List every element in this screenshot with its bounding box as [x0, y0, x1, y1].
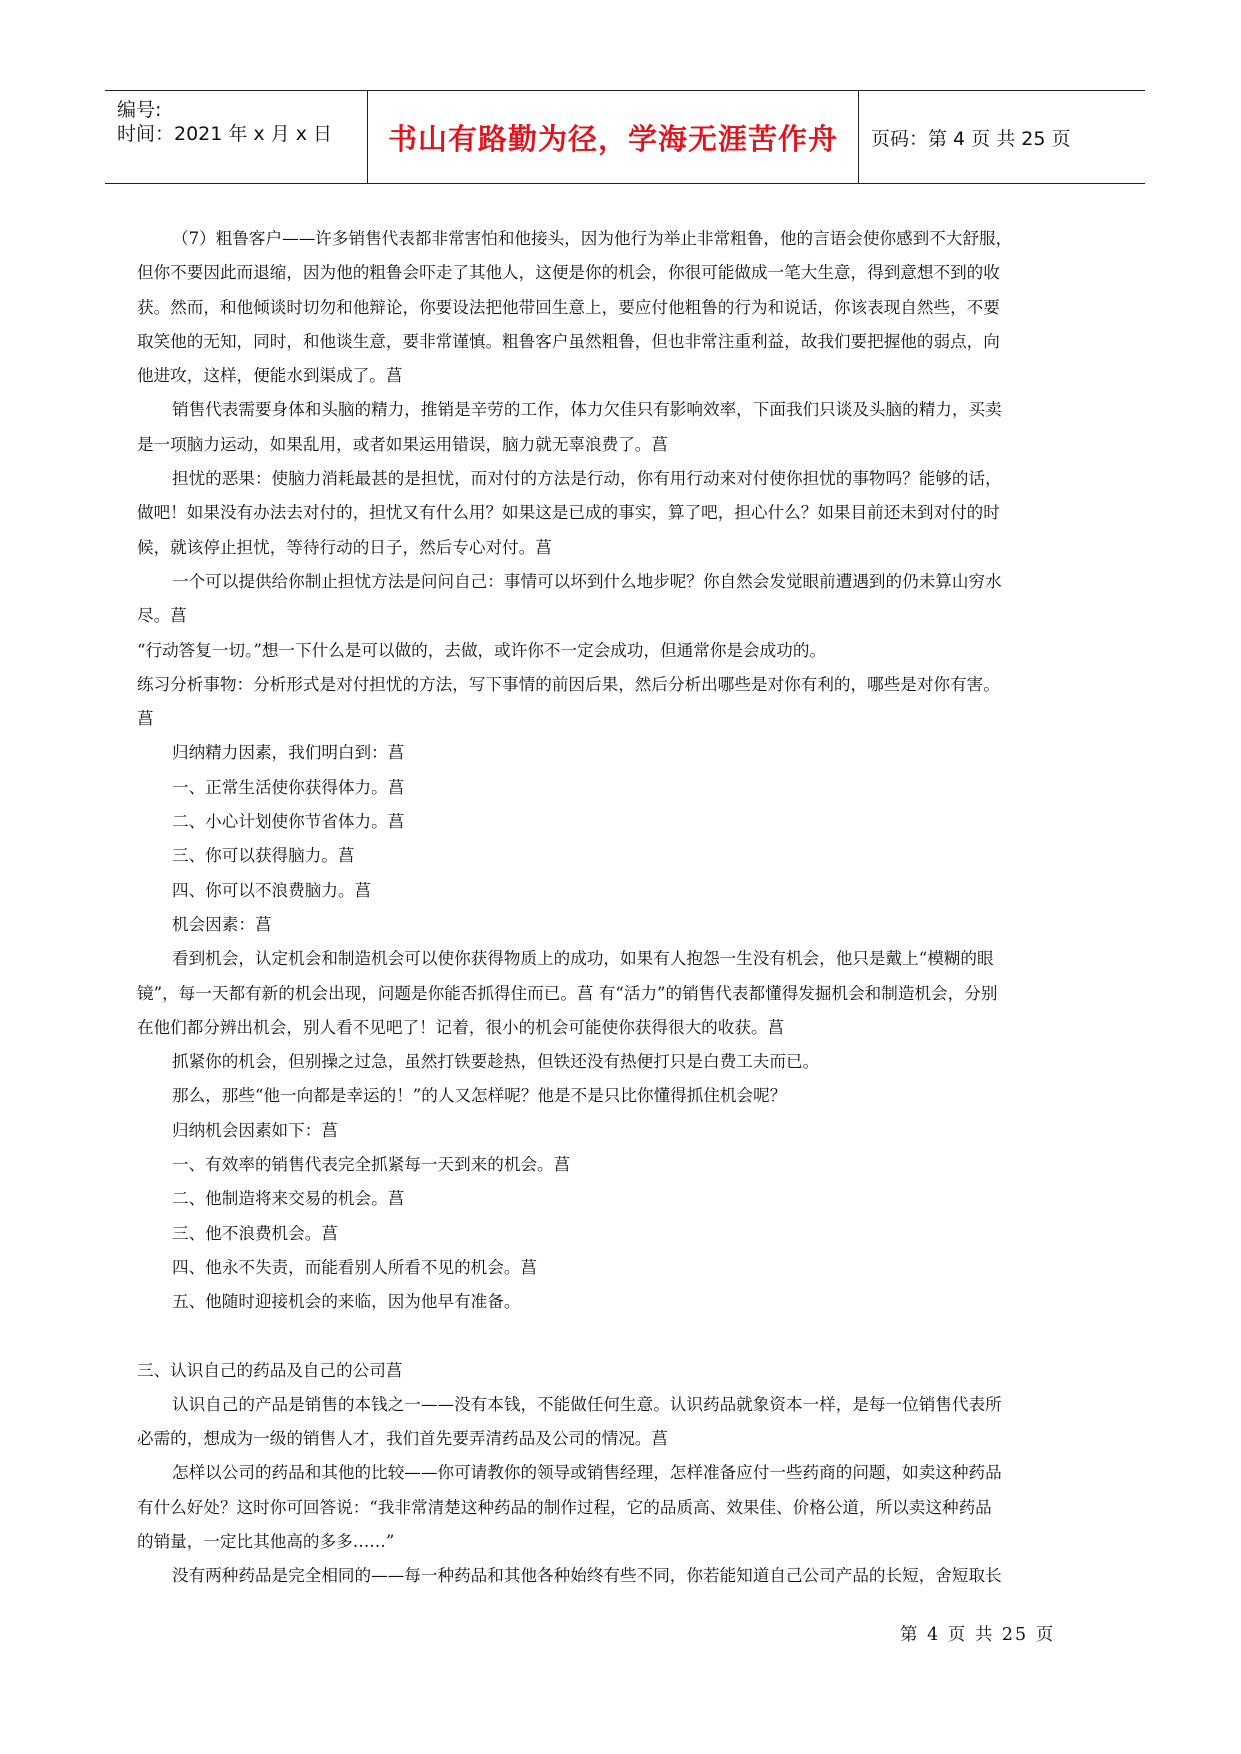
- paragraph-line: 必需的，想成为一级的销售人才，我们首先要弄清药品及公司的情况。菖: [137, 1429, 668, 1449]
- paragraph: [137, 839, 1117, 873]
- paragraph-line: 认识自己的产品是销售的本钱之一——没有本钱，不能做任何生意。认识药品就象资本一样，是每一位销售代表所: [172, 1394, 1002, 1414]
- paragraph-line: 三、认识自己的药品及自己的公司菖: [137, 1360, 403, 1380]
- paragraph-line: 镜”，每一天都有新的机会出现，问题是你能否抓得住而已。菖 有“活力”的销售代表都懂得发掘机会和制造机会，分别: [137, 983, 998, 1003]
- document-number-label: 编号:: [117, 99, 162, 121]
- paragraph: [137, 1559, 1117, 1593]
- paragraph: [137, 1388, 1117, 1457]
- paragraph: [137, 1079, 1117, 1113]
- paragraph: [137, 634, 1117, 668]
- paragraph-line: 归纳机会因素如下：菖: [172, 1120, 338, 1140]
- header-page-code: 页码：第 4 页 共 25 页: [871, 127, 1071, 150]
- paragraph: [137, 1251, 1117, 1285]
- paragraph-line: 看到机会，认定机会和制造机会可以使你获得物质上的成功，如果有人抱怨一生没有机会，他只是戴上“模糊的眼: [172, 949, 994, 969]
- paragraph-line: 机会因素：菖: [172, 914, 272, 934]
- paragraph: [137, 942, 1117, 1045]
- paragraph-line: 那么，那些“他一向都是幸运的！”的人又怎样呢？他是不是只比你懂得抓住机会呢？: [172, 1086, 787, 1106]
- paragraph: [137, 668, 1117, 737]
- paragraph-line: “行动答复一切。”想一下什么是可以做的，去做，或许你不一定会成功，但通常你是会成功的。: [137, 640, 827, 660]
- paragraph-line: 三、他不浪费机会。菖: [172, 1223, 338, 1243]
- paragraph-line: 他进攻，这样，便能水到渠成了。菖: [137, 366, 403, 386]
- paragraph-line: （7）粗鲁客户——许多销售代表都非常害怕和他接头，因为他行为举止非常粗鲁，他的言语会使你感到不大舒服，: [172, 229, 1013, 248]
- paragraph: [137, 874, 1117, 908]
- paragraph: [137, 908, 1117, 942]
- paragraph-line: 的销量，一定比其他高的多多……”: [137, 1531, 395, 1551]
- paragraph-line: 四、你可以不浪费脑力。菖: [172, 880, 372, 900]
- paragraph-line: 做吧！如果没有办法去对付的，担忧又有什么用？如果这是已成的事实，算了吧，担心什么？如果目前还未到对付的时: [137, 503, 1000, 523]
- document-body: [137, 222, 1117, 1594]
- header-motto: 书山有路勤为径，学海无涯苦作舟: [387, 121, 838, 156]
- paragraph-line: 担忧的恶果：使脑力消耗最甚的是担忧，而对付的方法是行动，你有用行动来对付使你担忧的事物吗？能够的话，: [172, 469, 1002, 489]
- paragraph-line: 二、他制造将来交易的机会。菖: [172, 1189, 405, 1209]
- paragraph-line: 四、他永不失责，而能看别人所看不见的机会。菖: [172, 1257, 538, 1277]
- paragraph: [137, 1045, 1117, 1079]
- paragraph: [137, 1148, 1117, 1182]
- paragraph-line: 一个可以提供给你制止担忧方法是问问自己：事情可以坏到什么地步呢？你自然会发觉眼前遭遇到的仍未算山穷水: [172, 571, 1002, 591]
- paragraph-line: 菖: [137, 709, 154, 729]
- paragraph: [137, 565, 1117, 634]
- paragraph: [137, 1114, 1117, 1148]
- paragraph-line: 获。然而，和他倾谈时切勿和他辩论，你要设法把他带回生意上，要应付他粗鲁的行为和说话，你该表现自然些，不要: [137, 297, 1000, 317]
- paragraph-line: 抓紧你的机会，但别操之过急，虽然打铁要趁热，但铁还没有热便打只是白费工夫而已。: [172, 1052, 820, 1072]
- paragraph-line: 是一项脑力运动，如果乱用，或者如果运用错误，脑力就无辜浪费了。菖: [137, 434, 668, 454]
- paragraph-line: 取笑他的无知，同时，和他谈生意，要非常谨慎。粗鲁客户虽然粗鲁，但也非常注重利益，故我们要把握他的弱点，向: [137, 331, 1000, 351]
- paragraph: [137, 462, 1117, 565]
- paragraph: [137, 1285, 1117, 1319]
- paragraph: [137, 1354, 1117, 1388]
- paragraph: [137, 393, 1117, 462]
- paragraph-gap: [137, 1320, 1117, 1354]
- paragraph-line: 尽。菖: [137, 606, 187, 626]
- document-time-label: 时间：2021 年 x 月 x 日: [117, 123, 333, 145]
- paragraph-line: 候，就该停止担忧，等待行动的日子，然后专心对付。菖: [137, 537, 552, 557]
- paragraph: [137, 771, 1117, 805]
- paragraph-line: 但你不要因此而退缩，因为他的粗鲁会吓走了其他人，这便是你的机会，你很可能做成一笔大生意，得到意想不到的收: [137, 263, 1000, 283]
- paragraph-line: 有什么好处？这时你可回答说：“我非常清楚这种药品的制作过程，它的品质高、效果佳、价格公道，所以卖这种药品: [137, 1497, 992, 1517]
- paragraph-line: 五、他随时迎接机会的来临，因为他早有准备。: [172, 1292, 521, 1312]
- paragraph: [137, 1182, 1117, 1216]
- page-footer: 第 4 页 共 25 页: [900, 1625, 1056, 1645]
- header-motto-cell: [367, 91, 859, 183]
- paragraph-line: 一、正常生活使你获得体力。菖: [172, 777, 405, 797]
- paragraph-line: 二、小心计划使你节省体力。菖: [172, 812, 405, 832]
- page-header: [105, 90, 1145, 184]
- paragraph-line: 一、有效率的销售代表完全抓紧每一天到来的机会。菖: [172, 1155, 571, 1175]
- paragraph-line: 三、你可以获得脑力。菖: [172, 846, 355, 866]
- paragraph: [137, 805, 1117, 839]
- paragraph-line: 归纳精力因素，我们明白到：菖: [172, 743, 405, 763]
- header-left-cell: [105, 91, 367, 183]
- paragraph-line: 没有两种药品是完全相同的——每一种药品和其他各种始终有些不同，你若能知道自己公司产品的长短，舍短取长: [172, 1566, 1002, 1586]
- paragraph-line: 销售代表需要身体和头脑的精力，推销是辛劳的工作，体力欠佳只有影响效率，下面我们只谈及头脑的精力，买卖: [172, 400, 1002, 420]
- paragraph: [137, 736, 1117, 770]
- header-page-cell: [859, 91, 1145, 183]
- paragraph-line: 在他们都分辨出机会，别人看不见吧了！记着，很小的机会可能使你获得很大的收获。菖: [137, 1017, 785, 1037]
- paragraph: [137, 1217, 1117, 1251]
- paragraph-line: 怎样以公司的药品和其他的比较——你可请教你的领导或销售经理，怎样准备应付一些药商的问题，如卖这种药品: [172, 1463, 1002, 1483]
- paragraph: [137, 222, 1117, 393]
- paragraph: [137, 1456, 1117, 1559]
- paragraph-line: 练习分析事物：分析形式是对付担忧的方法，写下事情的前因后果，然后分析出哪些是对你有利的，哪些是对你有害。: [137, 674, 1000, 694]
